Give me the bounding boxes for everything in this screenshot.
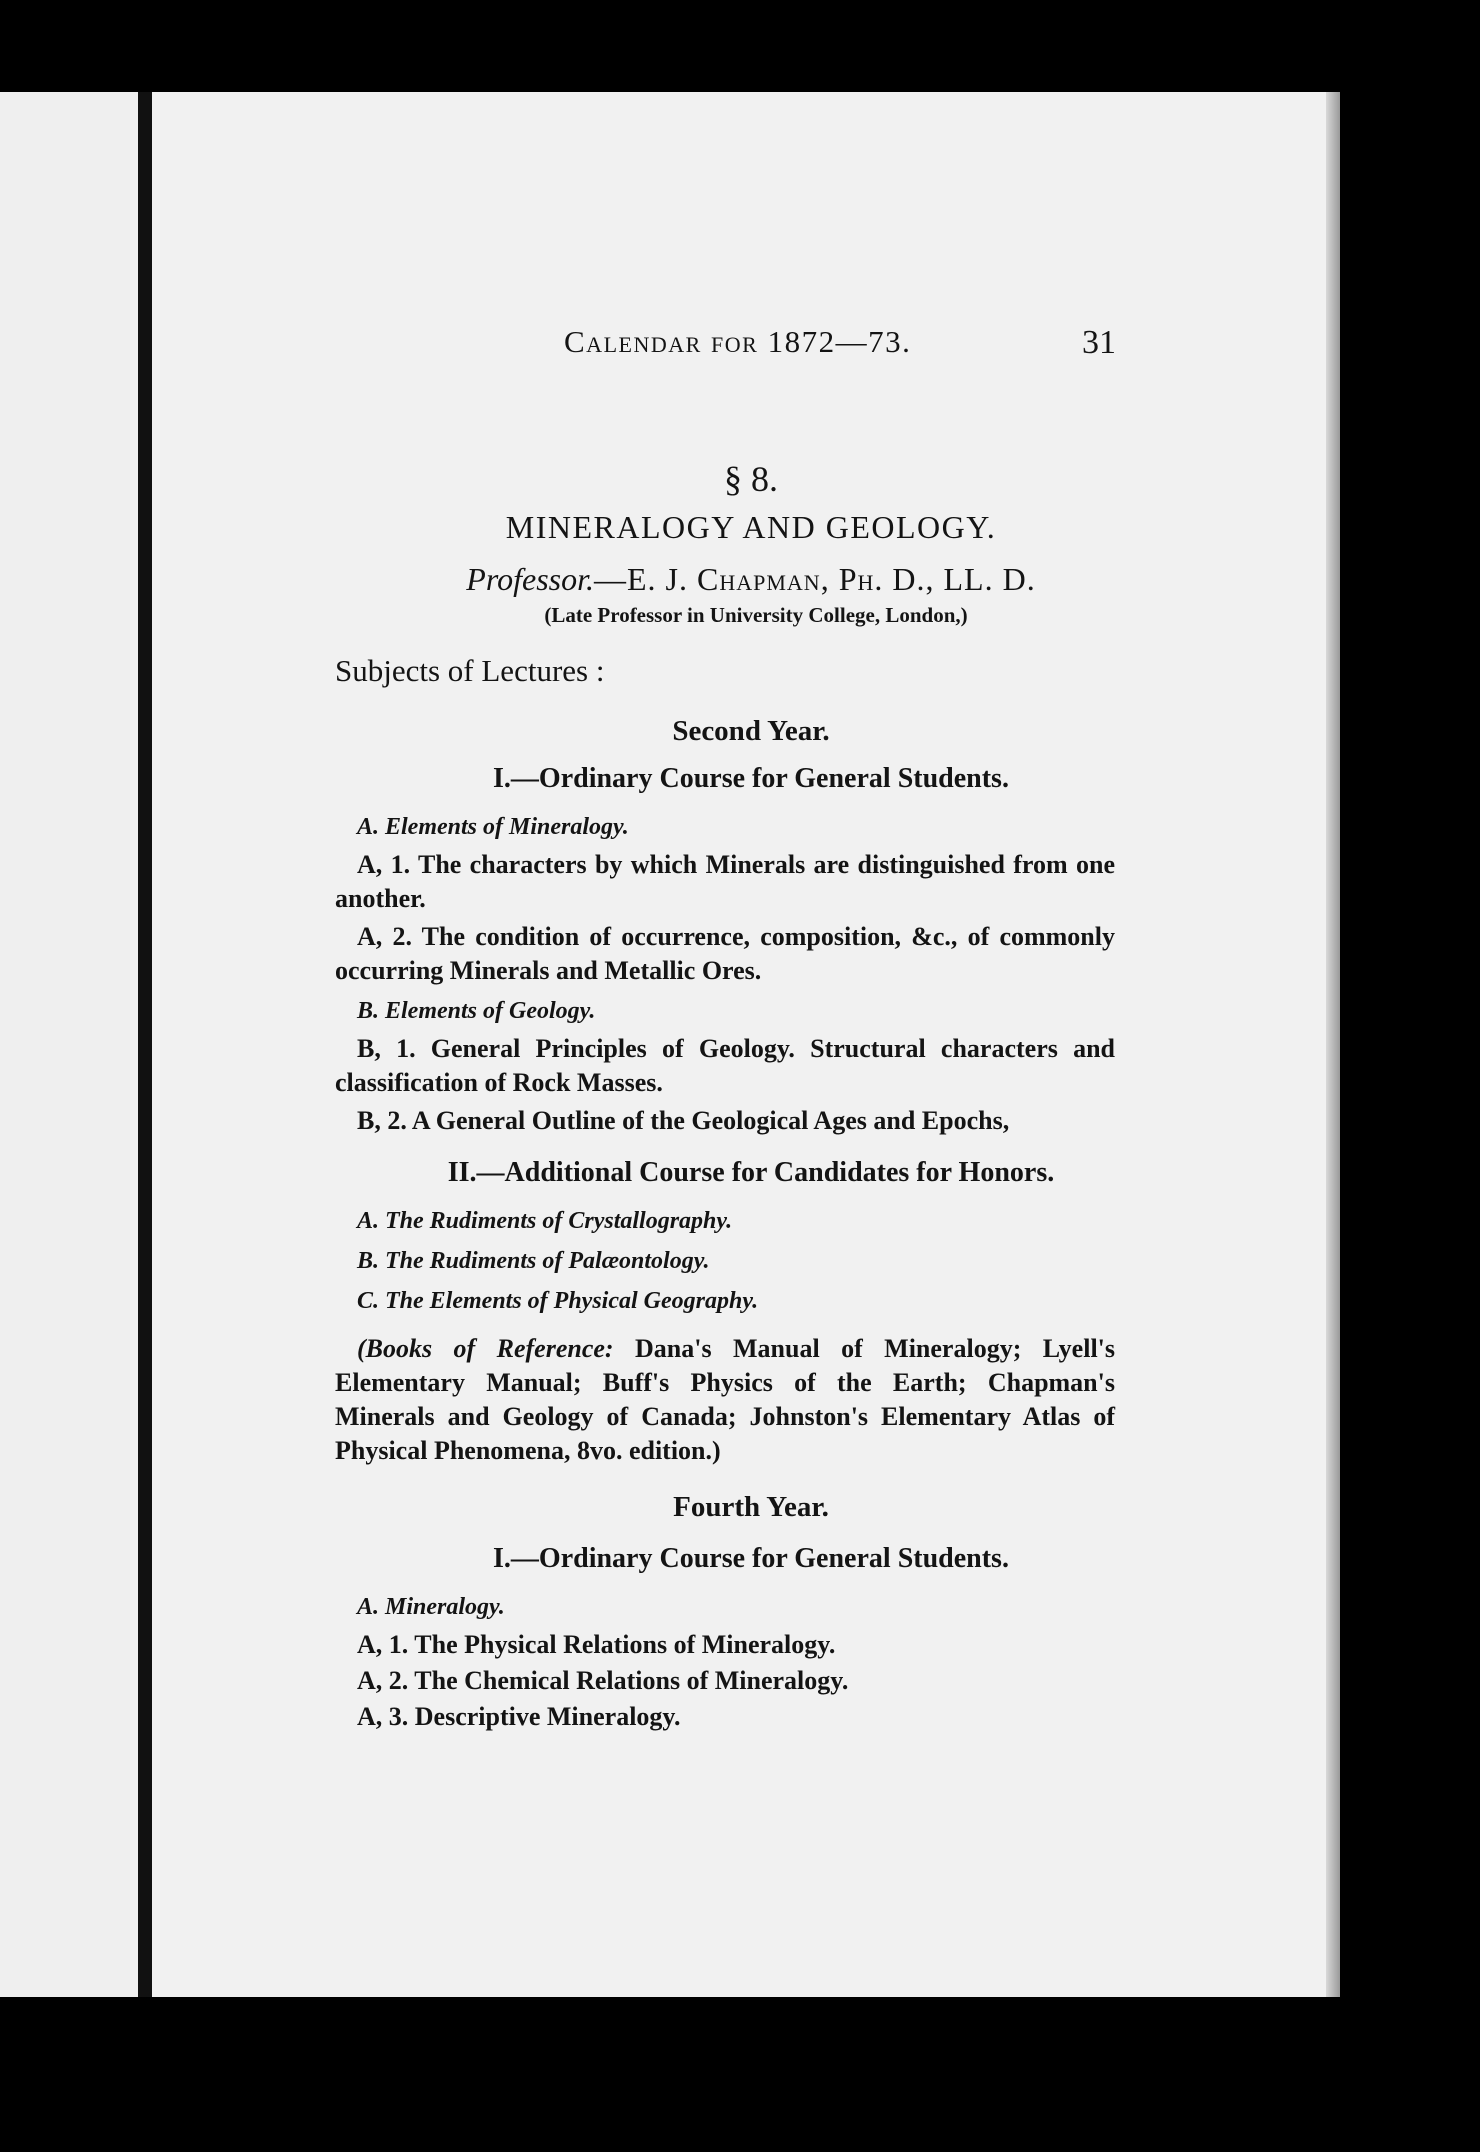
section-number: § 8. xyxy=(724,459,778,499)
page-content xyxy=(335,459,1116,1736)
book-binding xyxy=(138,92,152,1997)
running-head xyxy=(152,324,1340,374)
honors-item-physical-geography: C. The Elements of Physical Geography. xyxy=(357,1288,759,1314)
heading-elements-of-mineralogy: A. Elements of Mineralogy. xyxy=(357,814,629,840)
professor-note: (Late Professor in University College, London,) xyxy=(544,603,968,627)
heading-elements-of-geology: B. Elements of Geology. xyxy=(357,998,596,1024)
item-fourth-a2: A, 2. The Chemical Relations of Mineralogy. xyxy=(357,1666,849,1695)
second-year-title: Second Year. xyxy=(672,715,830,747)
second-year-ordinary-course-title: I.—Ordinary Course for General Students. xyxy=(493,763,1009,794)
professor-line xyxy=(387,562,1115,596)
honors-list xyxy=(335,1204,1115,1318)
subjects-label: Subjects of Lectures : xyxy=(335,653,605,688)
honors-item-crystallography: A. The Rudiments of Crystallography. xyxy=(357,1208,733,1234)
running-title: Calendar for 1872—73. xyxy=(564,324,912,359)
fourth-year-title: Fourth Year. xyxy=(673,1491,829,1523)
item-b1: B, 1. General Principles of Geology. Structural characters and classification of Rock Masses. xyxy=(335,1034,1115,1097)
fourth-year-ordinary-course-title: I.—Ordinary Course for General Students. xyxy=(493,1543,1009,1574)
books-of-reference-text: Dana's Manual of Mineralogy; Lyell's Elementary Manual; Buff's Physics of the Earth; Chapman's Minerals and Geology of Canada; Johnston's Elementary Atlas of Physical Phenomena, 8vo. edition.) xyxy=(335,1334,1116,1465)
item-a2: A, 2. The condition of occurrence, composition, &c., of commonly occurring Minerals and Metallic Ores. xyxy=(335,922,1115,985)
item-fourth-a1: A, 1. The Physical Relations of Mineralogy. xyxy=(357,1630,836,1659)
item-b2: B, 2. A General Outline of the Geological Ages and Epochs, xyxy=(357,1106,1010,1135)
page-number: 31 xyxy=(1082,324,1116,361)
professor-role: Professor. xyxy=(466,561,594,597)
heading-mineralogy: A. Mineralogy. xyxy=(357,1594,505,1620)
honors-course-title: II.—Additional Course for Candidates for Honors. xyxy=(447,1157,1055,1188)
books-of-reference xyxy=(335,1332,1115,1468)
item-a1: A, 1. The characters by which Minerals are distinguished from one another. xyxy=(335,850,1115,913)
section-title: MINERALOGY AND GEOLOGY. xyxy=(505,509,997,545)
honors-item-palaeontology: B. The Rudiments of Palæontology. xyxy=(357,1248,710,1274)
item-fourth-a3: A, 3. Descriptive Mineralogy. xyxy=(357,1702,681,1731)
facing-page-edge xyxy=(0,92,138,1997)
page-edge-shadow xyxy=(1326,92,1340,1997)
professor-name: —E. J. Chapman, Ph. D., LL. D. xyxy=(594,561,1036,597)
books-of-reference-label: (Books of Reference: xyxy=(357,1334,614,1363)
book-page xyxy=(152,92,1340,1997)
